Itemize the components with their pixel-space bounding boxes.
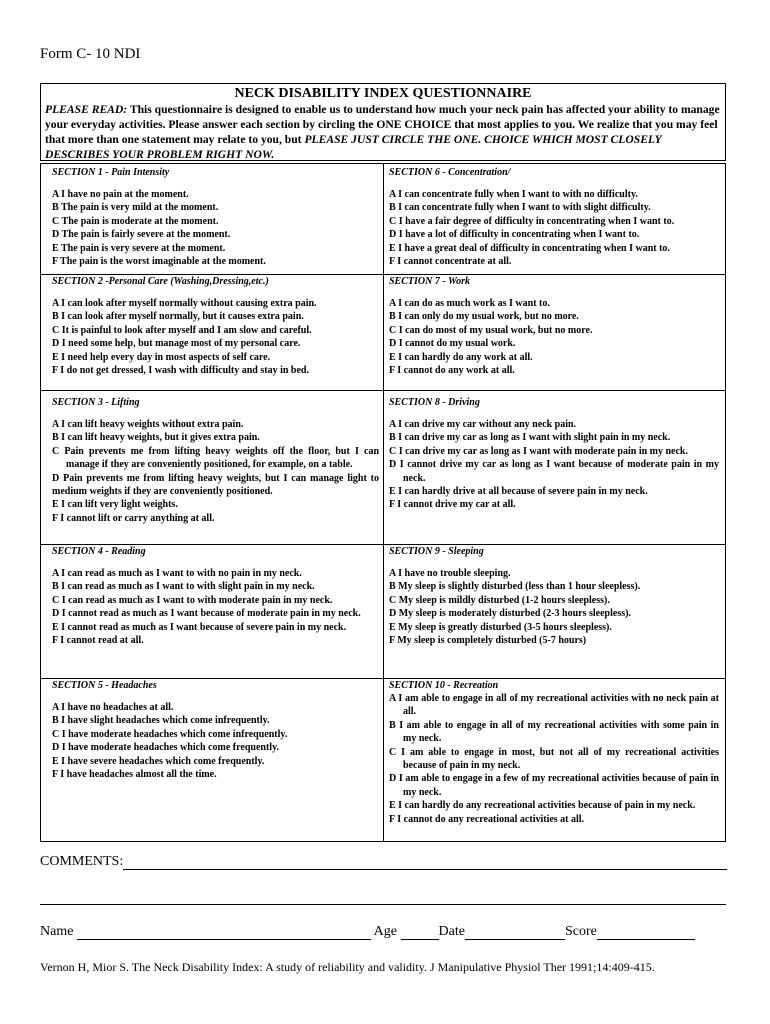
citation: Vernon H, Mior S. The Neck Disability Index: A study of reliability and validity. J Manipulative Physiol Ther 1991;14:409-415. (40, 960, 655, 974)
date-field[interactable] (465, 925, 565, 940)
section-sleeping (389, 545, 719, 647)
option-f[interactable]: F I do not get dressed, I wash with difficulty and stay in bed. (52, 365, 309, 377)
intro-text (45, 102, 721, 162)
option-e[interactable]: E I can hardly do any work at all. (389, 351, 533, 363)
section-title: SECTION 6 - Concentration/ (389, 167, 511, 178)
option-f[interactable]: F My sleep is completely disturbed (5-7 hours) (389, 635, 587, 647)
option-b[interactable]: B I can only do my usual work, but no more. (389, 311, 579, 323)
option-f[interactable]: F I cannot do any work at all. (389, 365, 515, 377)
option-c[interactable]: C It is painful to look after myself and I am slow and careful. (52, 324, 312, 336)
section-title: SECTION 5 - Headaches (52, 680, 157, 691)
option-a[interactable]: A I can read as much as I want to with no pain in my neck. (52, 568, 302, 579)
option-a[interactable]: A I am able to engage in all of my recreational activities with no neck pain at all. (389, 693, 719, 718)
comments-label: COMMENTS: (40, 854, 124, 869)
option-b[interactable]: B I have slight headaches which come infrequently. (52, 715, 270, 727)
option-a[interactable]: A I can do as much work as I want to. (389, 298, 550, 309)
option-c[interactable]: C The pain is moderate at the moment. (52, 215, 219, 227)
option-b[interactable]: B I can drive my car as long as I want with slight pain in my neck. (389, 432, 671, 444)
option-b[interactable]: B I am able to engage in all of my recreational activities with some pain in my neck. (389, 719, 719, 745)
page-title: NECK DISABILITY INDEX QUESTIONNAIRE (234, 86, 532, 101)
name-field[interactable] (77, 925, 371, 940)
comments-field-2[interactable] (40, 890, 726, 905)
intro-emphasis: PLEASE JUST CIRCLE THE ONE. CHOICE WHICH MOST CLOSELY DESCRIBES YOUR PROBLEM RIGHT NOW. (45, 133, 662, 161)
score-field[interactable] (597, 925, 695, 940)
comments-row-2 (40, 889, 726, 905)
name-label: Name (40, 924, 74, 939)
section-title: SECTION 1 - Pain Intensity (52, 167, 170, 178)
section-title: SECTION 8 - Driving (389, 397, 480, 408)
intro-body: This questionnaire is designed to enable us to understand how much your neck pain has affected your ability to manage your everyday activities. Please answer each section by circling the ONE CHOICE that most applies to you. We realize that you may feel that more than one statement may relate to you, but (45, 103, 720, 146)
option-b[interactable]: B My sleep is slightly disturbed (less than 1 hour sleepless). (389, 581, 641, 593)
option-a[interactable]: A I have no headaches at all. (52, 702, 174, 713)
option-d[interactable]: D The pain is fairly severe at the moment. (52, 229, 231, 241)
section-pain-intensity (52, 166, 379, 268)
option-e[interactable]: E I cannot read as much as I want because of severe pain in my neck. (52, 621, 347, 633)
score-label: Score (564, 924, 597, 939)
option-a[interactable]: A I have no pain at the moment. (52, 189, 189, 200)
option-f[interactable]: F I cannot concentrate at all. (389, 256, 512, 268)
section-concentration (389, 166, 719, 268)
option-e[interactable]: E I have a great deal of difficulty in concentrating when I want to. (389, 242, 670, 254)
option-e[interactable]: E My sleep is greatly disturbed (3-5 hours sleepless). (389, 621, 612, 633)
option-a[interactable]: A I can look after myself normally without causing extra pain. (52, 298, 317, 309)
option-d[interactable]: D I am able to engage in a few of my recreational activities because of pain in my neck. (389, 773, 719, 798)
option-b[interactable]: B The pain is very mild at the moment. (52, 202, 219, 214)
option-e[interactable]: E I have severe headaches which come frequently. (52, 755, 265, 767)
option-c[interactable]: C I am able to engage in most, but not all of my recreational activities because of pain in my neck. (389, 746, 719, 772)
option-d[interactable]: D My sleep is moderately disturbed (2-3 hours sleepless). (389, 608, 631, 620)
option-a[interactable]: A I can lift heavy weights without extra pain. (52, 419, 244, 430)
section-personal-care (52, 275, 379, 377)
section-recreation (389, 679, 719, 826)
signature-row (40, 924, 695, 940)
option-b[interactable]: B I can read as much as I want to with slight pain in my neck. (52, 581, 315, 593)
date-label: Date (438, 924, 465, 939)
age-field[interactable] (401, 925, 439, 940)
option-f[interactable]: F I have headaches almost all the time. (52, 769, 217, 781)
option-e[interactable]: E I need help every day in most aspects of self care. (52, 351, 271, 363)
option-a[interactable]: A I can drive my car without any neck pain. (389, 419, 577, 430)
section-title: SECTION 4 - Reading (52, 546, 146, 557)
option-b[interactable]: B I can look after myself normally, but it causes extra pain. (52, 311, 304, 323)
option-e[interactable]: E I can lift very light weights. (52, 499, 178, 511)
option-a[interactable]: A I can concentrate fully when I want to with no difficulty. (389, 189, 638, 200)
section-title: SECTION 2 -Personal Care (Washing,Dressing,etc.) (52, 276, 269, 287)
option-a[interactable]: A I have no trouble sleeping. (389, 568, 511, 579)
intro-lead: PLEASE READ: (45, 103, 128, 116)
sections-grid (40, 163, 726, 842)
option-c[interactable]: C My sleep is mildly disturbed (1-2 hours sleepless). (389, 594, 610, 606)
option-d[interactable]: D I need some help, but manage most of my personal care. (52, 338, 301, 350)
section-work (389, 275, 719, 377)
row-divider (41, 390, 383, 391)
option-f[interactable]: F The pain is the worst imaginable at the moment. (52, 256, 266, 268)
option-d[interactable]: D Pain prevents me from lifting heavy weights, but I can manage light to medium weights if they are conveniently positioned. (52, 472, 379, 498)
section-driving (389, 396, 719, 512)
option-d[interactable]: D I cannot drive my car as long as I want because of moderate pain in my neck. (389, 459, 719, 484)
section-reading (52, 545, 379, 647)
option-c[interactable]: C I have moderate headaches which come infrequently. (52, 728, 288, 740)
option-f[interactable]: F I cannot drive my car at all. (389, 499, 516, 511)
section-title: SECTION 3 - Lifting (52, 397, 140, 408)
age-label: Age (373, 924, 397, 939)
row-divider (383, 390, 725, 391)
option-f[interactable]: F I cannot lift or carry anything at all. (52, 512, 215, 524)
option-f[interactable]: F I cannot do any recreational activities at all. (389, 813, 585, 825)
option-b[interactable]: B I can concentrate fully when I want to with slight difficulty. (389, 202, 651, 214)
option-c[interactable]: C Pain prevents me from lifting heavy weights off the floor, but I can manage if they are conveniently positioned, for example, on a table. (52, 445, 379, 471)
intro-box (40, 83, 726, 161)
section-title: SECTION 10 - Recreation (389, 680, 499, 691)
option-c[interactable]: C I have a fair degree of difficulty in concentrating when I want to. (389, 215, 675, 227)
comments-row (40, 854, 727, 870)
option-c[interactable]: C I can do most of my usual work, but no more. (389, 324, 593, 336)
option-d[interactable]: D I cannot read as much as I want because of moderate pain in my neck. (52, 608, 361, 620)
option-f[interactable]: F I cannot read at all. (52, 635, 144, 647)
section-title: SECTION 9 - Sleeping (389, 546, 484, 557)
option-d[interactable]: D I have a lot of difficulty in concentrating when I want to. (389, 229, 640, 241)
option-e[interactable]: E I can hardly drive at all because of severe pain in my neck. (389, 486, 648, 498)
option-d[interactable]: D I cannot do my usual work. (389, 338, 516, 350)
comments-field[interactable] (123, 855, 727, 870)
option-e[interactable]: E I can hardly do any recreational activities because of pain in my neck. (389, 800, 696, 812)
column-divider (383, 164, 384, 841)
option-c[interactable]: C I can drive my car as long as I want with moderate pain in my neck. (389, 445, 688, 457)
section-title: SECTION 7 - Work (389, 276, 471, 287)
section-lifting (52, 396, 379, 525)
section-headaches (52, 679, 379, 781)
form-id: Form C- 10 NDI (40, 46, 141, 62)
option-d[interactable]: D I have moderate headaches which come frequently. (52, 742, 280, 754)
option-b[interactable]: B I can lift heavy weights, but it gives extra pain. (52, 432, 260, 444)
option-e[interactable]: E The pain is very severe at the moment. (52, 242, 226, 254)
option-c[interactable]: C I can read as much as I want to with moderate pain in my neck. (52, 594, 333, 606)
